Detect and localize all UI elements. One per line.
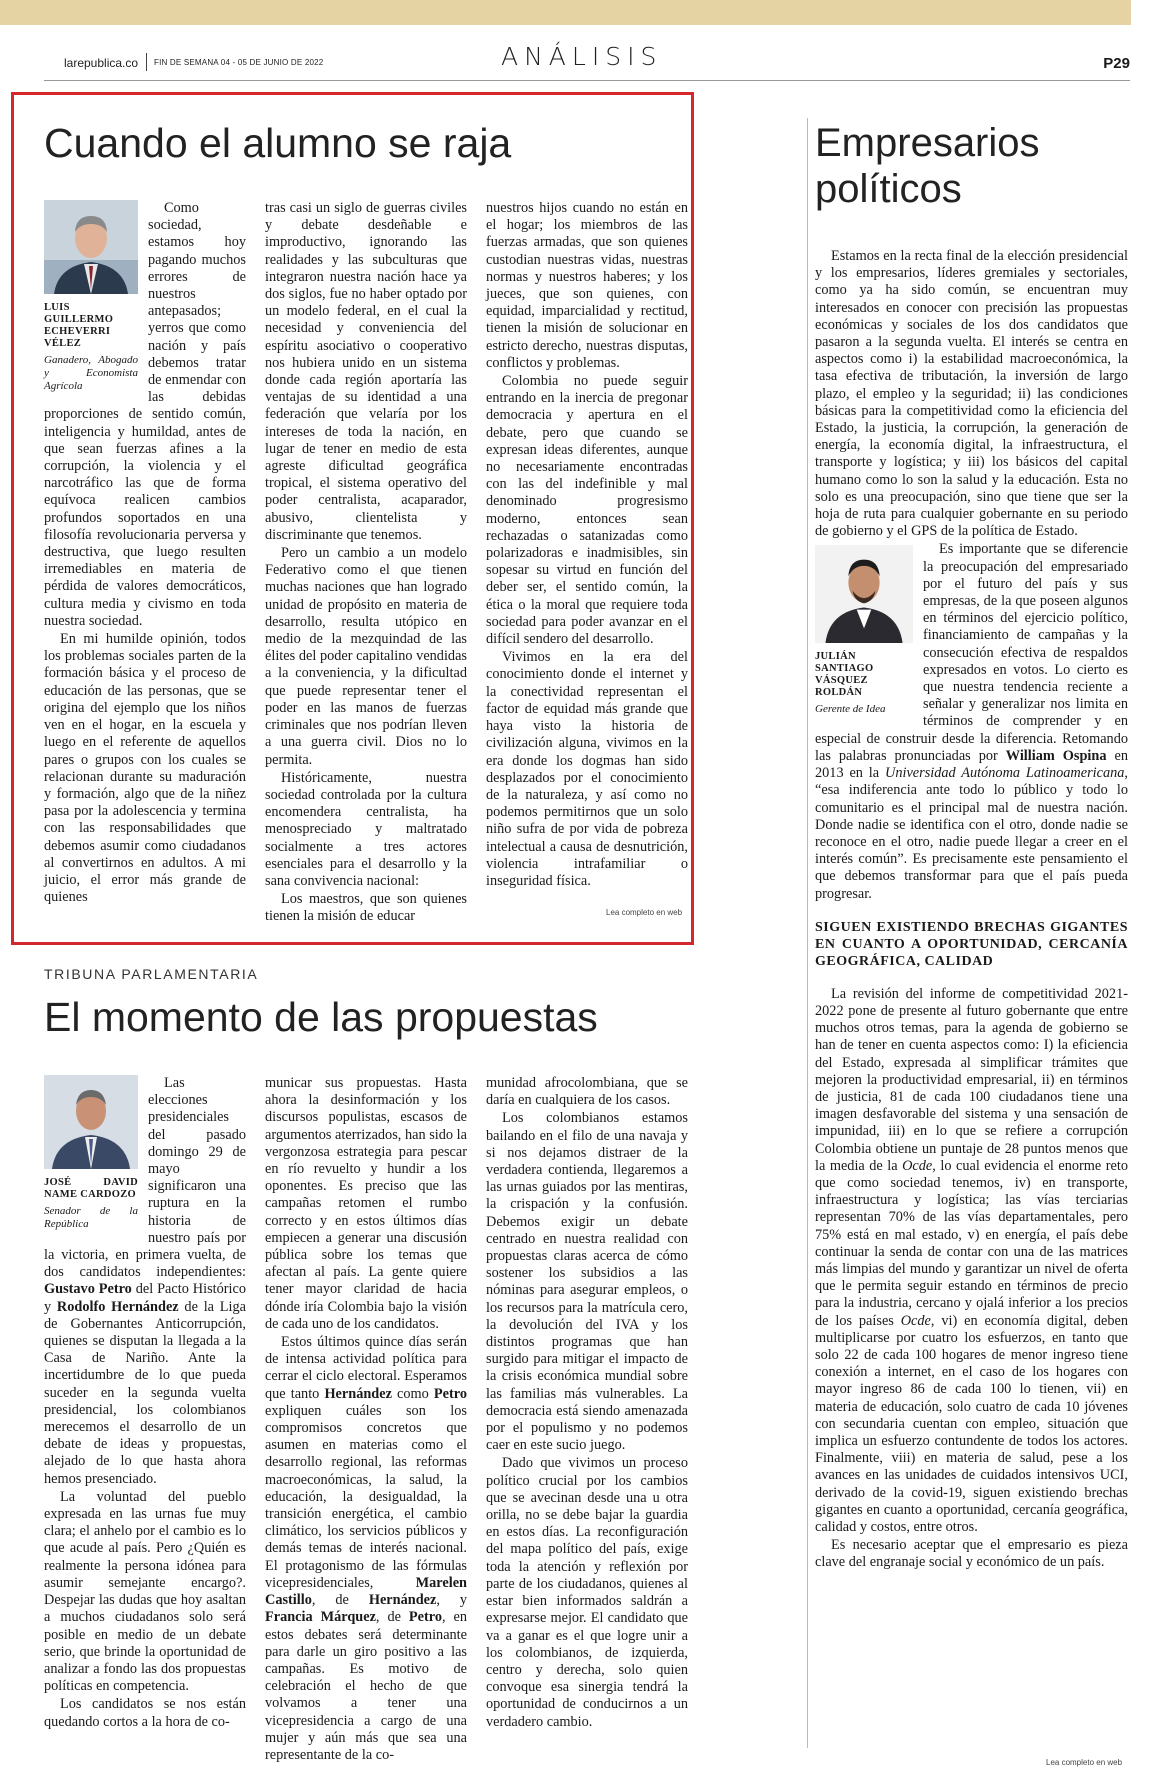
paragraph: En mi humilde opinión, todos los problemas sociales parten de la formación básica y el proceso de educación de las personas, que se origina del ejemplo que los niños ven en el hogar, en la escuela y luego en el referente de aquellos pares o grupos con los cuales se relacionan durante su maduración y formación, algo que de la niñez pasa por la adolescencia y termina con las responsabilidades que debemos asumir como ciudadanos al convertirnos en adultos. A mi juicio, el error más grande de quienes: [44, 631, 246, 906]
read-more-link[interactable]: Lea completo en web: [1046, 1758, 1123, 1767]
paragraph: Estamos en la recta final de la elección presidencial y los empresarios, líderes gremiales y sectoriales, como ya ha sido común, se encuentran muy interesados en conocer con precisión las propuestas económicas y sociales de los dos candidatos que pasaron a la segunda vuelta. El interés se centra en aspectos como i) la estabilidad macroeconómica, la tasa efectiva de tributación, la inversión de largo plazo, el empleo y la seguridad; ii) las condiciones básicas para la competitividad como la eficiencia del Estado, la justicia, la corrupción, la generación de energía, la economía digital, la infraestructura, el transporte y logística; y iii) los básicos del capital humano como lo son la salud y la educación. Esta no solo es una preocupación, sino que tiene que ser la hoja de ruta para cualquier gobernante en su periodo de gobierno y el GPS de la política de Estado.: [815, 248, 1128, 540]
author-name: JULIÁN SANTIAGO VÁSQUEZ ROLDÁN: [815, 651, 874, 699]
article2-column-3: [486, 1075, 688, 1732]
author-portrait-vasquez: [815, 545, 913, 643]
paragraph: Colombia no puede seguir entrando en la inercia de pregonar democracia y apertura en el debate, pero que cuando se expresan ideas diferentes, aunque no necesariamente encontradas con las del indefinible y mal denominado progresismo moderno, entonces sean rechazadas o satanizadas como polarizadoras e inadmisibles, sin sopesar su virtud en función del deber ser, el sentido común, la ética o la moral que requiere toda sociedad para poder avanzar en el difícil sendero del desarrollo.: [486, 373, 688, 648]
column-divider: [807, 118, 808, 1748]
article1-column-3: [486, 200, 688, 891]
author-portrait-name: [44, 1075, 138, 1169]
paragraph: Los colombianos estamos bailando en el filo de una navaja y si nos dejamos distraer de la verdadera contienda, llegaremos a las urnas guiados por las mentiras, la crispación y la confusión. Debemos exigir un debate centrado en nuestra realidad con propuestas claras acerca de cómo sostener los subsidios a las nóminas para asegurar empleos, o los recursos para la matrícula cero, la devolución del IVA y los distintos programas que han surgido para mitigar el impacto de la crisis económica mundial sobre las familias más vulnerables. La democracia está siendo amenazada por el populismo y no podemos caer en este sucio juego.: [486, 1110, 688, 1454]
article2-column-1: [44, 1075, 246, 1732]
author-name: JOSÉ DAVID NAME CARDOZO: [44, 1177, 138, 1200]
header-rule: [44, 80, 1130, 81]
article3-column: [815, 248, 1128, 1573]
site-name: larepublica.co: [64, 56, 139, 70]
page-number: P29: [1103, 55, 1130, 72]
article-kicker: TRIBUNA PARLAMENTARIA: [44, 966, 259, 982]
paragraph: Es importante que se diferencie la preocupación del empresariado por el futuro del país y sus empresas, de la que poseen algunos en términos del ejercicio político, financiamiento de campañas y la consecución efectiva de respaldos expresados en votos. Lo cierto es que nuestra tendencia reciente a señalar y generalizar nos limita en términos de comprender y en especial de construir desde la diferencia. Retomando las palabras pronunciadas por William Ospina en 2013 en la Universidad Autónoma Latinoamericana, “esa indiferencia ante todo lo público y todo lo comunitario es el principal mal de nuestra nación. Donde nadie se identifica con el otro, donde nadie se reconoce en el otro, nadie puede llegar a creer en el interés común”. Es precisamente este pensamiento el que debemos transformar para que el país pueda progresar.: [815, 541, 1128, 902]
paragraph: Las elecciones presidenciales del pasado domingo 29 de mayo significaron una ruptura en la historia de nuestro país por la victoria, en primera vuelta, de dos candidatos independientes: Gustavo Petro del Pacto Histórico y Rodolfo Hernández de la Liga de Gobernantes Anticorrupción, quienes se disputan la llegada a la Casa de Nariño. Ante la incertidumbre de lo que pueda suceder en la segunda vuelta presidencial, los colombianos merecemos el desarrollo de un debate de ideas y propuestas, alejado de lo que hasta ahora hemos presenciado.: [44, 1075, 246, 1487]
paragraph: Es necesario aceptar que el empresario es pieza clave del engranaje social y económico de un país.: [815, 1537, 1128, 1571]
paragraph: Vivimos en la era del conocimiento donde el internet y la conectividad representan el factor de equidad más grande que haya visto la historia de civilización alguna, vivimos en la era donde los dogmas han sido desplazados por el conocimiento de la naturaleza, y así como no podemos permitirnos que un solo niño sufra de por vida de pobreza intelectual a causa de desnutrición, violencia intrafamiliar o inseguridad física.: [486, 649, 688, 889]
article-title-empresarios[interactable]: [815, 120, 1040, 212]
author-photo-vasquez: [815, 545, 913, 716]
author-name: LUIS GUILLERMO ECHEVERRI VÉLEZ: [44, 302, 114, 349]
top-color-band: [0, 0, 1131, 25]
paragraph: La voluntad del pueblo expresada en las urnas fue muy clara; el anhelo por el cambio es lo que acude al país. Pero ¿Quién es realmente la persona idónea para asumir semejante encargo?. Despejar las dudas que hoy asaltan a muchos ciudadanos solo será posible en medio de un debate serio, que brinde la oportunidad de analizar a fondo las dos propuestas políticas en competencia.: [44, 1488, 246, 1695]
author-photo-echeverri: [44, 200, 138, 393]
article-title-alumno[interactable]: Cuando el alumno se raja: [44, 120, 512, 166]
edition-date: FIN DE SEMANA 04 - 05 DE JUNIO DE 2022: [154, 58, 324, 67]
author-role: Gerente de Idea: [815, 703, 886, 716]
paragraph: Los maestros, que son quienes tienen la misión de educar: [265, 891, 467, 925]
paragraph: munidad afrocolombiana, que se daría en cualquiera de los casos.: [486, 1075, 688, 1109]
paragraph: tras casi un siglo de guerras civiles y debate desdeñable e improductivo, ignorando las realidades y las subculturas que integraron nuestra nación hace ya dos siglos, fue no haber optado por un modelo federal, en el cual la necesidad y conveniencia del espíritu asociativo o cooperativo nos hubiera unido en un sistema donde cada región aportaría las ventajas de su identidad a una federación que velaría por los intereses de toda la nación, en lugar de tener en medio de esta agreste dificultad geográfica tropical, el sistema operativo del poder centralista, acaparador, abusivo, clientelista y discriminante que tenemos.: [265, 200, 467, 543]
read-more-link[interactable]: Lea completo en web: [606, 908, 683, 917]
article1-column-1: [44, 200, 246, 907]
paragraph: Dado que vivimos un proceso político crucial por los cambios que se avecinan desde una u otra orilla, no se debe bajar la guardia en estos días. La reconfiguración del mapa político del país, exige toda la atención y reflexión por parte de los ciudadanos, quienes al estar bien informados saldrán a expresarse mejor. El candidato que va a ganar es el que logre unir a los colombianos, de izquierda, centro y derecha, solo quien convoque esa sinergia tendrá la oportunidad de conducirnos a un verdadero cambio.: [486, 1455, 688, 1730]
paragraph: Estos últimos quince días serán de intensa actividad política para cerrar el ciclo electoral. Esperamos que tanto Hernández como Petro expliquen cuáles son los compromisos concretos que asumen en materias como el desarrollo regional, las reformas macroeconómicas, la salud, la educación, la desigualdad, la transición energética, el cambio climático, los servicios públicos y demás temas de interés nacional. El protagonismo de las fórmulas vicepresidenciales, Marelen Castillo, de Hernández, y Francia Márquez, de Petro, en estos debates será determinante para darle un giro positivo a las campañas. Es motivo de celebración el hecho de que volvamos a tener una vicepresidencia a cargo de una mujer y aún más que sea una representante de la co-: [265, 1334, 468, 1763]
paragraph: Como sociedad, estamos hoy pagando muchos errores de nuestros antepasados; yerros que como nación y país debemos tratar de enmendar con las debidas proporciones de sentido común, inteligencia y humildad, antes de que sean fuerzas afines a la corrupción, la violencia y el narcotráfico las que de forma equívoca realicen cambios profundos soportados en una filosofía revolucionaria perversa y destructiva, que luego resulten irremediables en materia de pérdida de valores democráticos, cultura media y civismo en toda nuestra sociedad.: [44, 200, 246, 629]
author-role: Ganadero, Abogado y Economista Agrícola: [44, 354, 138, 392]
paragraph: Pero un cambio a un modelo Federativo como el que tienen muchas naciones que han logrado unidad de propósito en materia de desarrollo, resulta utópico en medio de la mezquindad de las élites del poder capitalino vendidas a la conveniencia, y la dificultad que puede representar tener el poder en las manos de fuerzas criminales que nos podrían lleven a una guerra civil. Dios no lo permita.: [265, 545, 467, 768]
paragraph: municar sus propuestas. Hasta ahora la desinformación y los discursos populistas, escasos de argumentos aterrizados, han sido la vergonzosa estrategia para pescar en río revuelto y hundir a los oponentes. Es preciso que las campañas retomen el rumbo correcto y en estos últimos días empiecen a generar una discusión pública sobre los temas que afectan al país. La gente quiere tener mayor claridad de hacia dónde iría Colombia bajo la visión de cada uno de los candidatos.: [265, 1075, 467, 1332]
author-role: Senador de la República: [44, 1205, 138, 1230]
paragraph: nuestros hijos cuando no están en el hogar; los miembros de las fuerzas armadas, que son quienes custodian nuestras vidas, nuestras normas y nuestros haberes; y los jueces, que son quienes, con equidad, imparcialidad y rectitud, tienen la misión de solucionar en estricto derecho, nuestras disputas, conflictos y problemas.: [486, 200, 688, 371]
paragraph: Los candidatos se nos están quedando cortos a la hora de co-: [44, 1696, 246, 1730]
title-line: políticos: [815, 167, 962, 211]
author-photo-name: [44, 1075, 138, 1231]
header-separator: [146, 53, 147, 71]
section-title: ANÁLISIS: [501, 42, 663, 71]
title-line: Empresarios: [815, 121, 1040, 165]
article-title-propuestas[interactable]: El momento de las propuestas: [44, 994, 598, 1040]
author-portrait-echeverri: [44, 200, 138, 294]
article1-column-2: [265, 200, 467, 927]
page-header: [44, 38, 1130, 78]
paragraph: La revisión del informe de competitividad 2021-2022 pone de presente al futuro gobernante que entre muchos otros temas, para la agenda de gobierno se han de tener en cuenta aspectos como: I) la eficiencia del Estado, expresada al simplificar trámites que mejoren la productividad empresarial, ii) en términos de justicia, 81 de cada 100 ciudadanos tiene una imagen desfavorable del sistema y una sensación de impunidad, iii) en lo que se refiere a corrupción Colombia obtiene un puntaje de 28 puntos menos que la media de la Ocde, lo cual evidencia el enorme reto que como sociedad tenemos, iv) en transporte, infraestructura y logística; las vías terciarias representan 70% de las vías departamentales, pero 75% está en mal estado, v) en energía, el país debe continuar la senda de contar con una de las matrices más limpias del mundo y garantizar un nivel de oferta que le permita seguir estando en términos de precio para la industria, cercano y ojalá inferior a los precios de los países Ocde, vi) en economía digital, deben multiplicarse por cuatro los esfuerzos, en tanto que solo 22 de cada 100 hogares de menor ingreso tiene conexión a internet, en el caso de los hogares con mayor ingreso 86 de cada 100 lo tienen, vii) en materia de educación, solo cuatro de cada 10 jóvenes con secundaria cuentan con empleo, situación que implica un esfuerzo contundente de todos los actores. Finalmente, viii) en materia de salud, pese a los avances en las unidades de cuidados intensivos UCI, derivado de la covid-19, siguen existiendo brechas gigantes en cuanto a oportunidad, cercanía geográfica, calidad y costos, entre otros.: [815, 985, 1129, 1536]
paragraph: Históricamente, nuestra sociedad controlada por la cultura encomendera centralista, ha menospreciado y maltratado socialmente a tres actores esenciales para el desarrollo y la sana convivencia nacional:: [265, 769, 467, 889]
article2-column-2: [265, 1075, 467, 1765]
subheading: SIGUEN EXISTIENDO BRECHAS GIGANTES EN CUANTO A OPORTUNIDAD, CERCANÍA GEOGRÁFICA, CALIDAD: [815, 919, 1128, 969]
